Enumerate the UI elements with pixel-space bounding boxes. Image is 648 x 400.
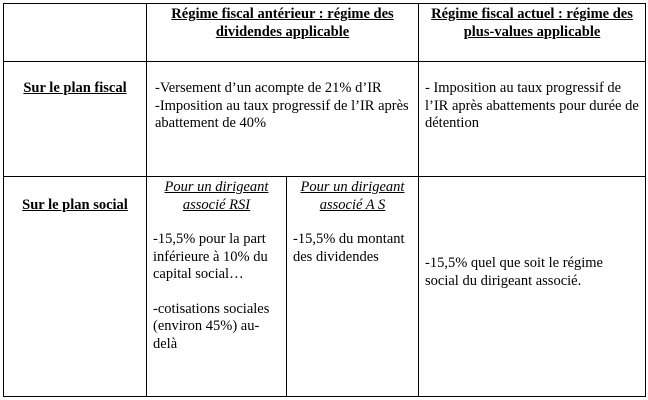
- tax-regime-table: [3, 3, 646, 397]
- social-rsi-heading: Pour un dirigeant associé RSI: [164, 179, 269, 213]
- fiscal-row: [4, 62, 646, 177]
- header-empty-cell: [4, 4, 147, 62]
- social-rsi-line-2: -cotisations sociales (environ 45%) au-delà: [153, 300, 270, 352]
- header-current-regime: Régime fiscal actuel : régime des plus-values applicable: [419, 4, 646, 62]
- social-as-heading: Pour un dirigeant associé A S: [300, 179, 405, 213]
- fiscal-row-label: Sur le plan fiscal: [4, 62, 147, 177]
- fiscal-previous-cell: [147, 62, 419, 177]
- social-rsi-cell: [147, 177, 287, 397]
- fiscal-previous-line-1: -Versement d’un acompte de 21% d’IR: [155, 80, 382, 96]
- social-as-cell: [287, 177, 419, 397]
- social-as-text: -15,5% du montant des dividendes: [293, 231, 405, 265]
- social-row-label: Sur le plan social: [4, 177, 147, 397]
- social-current-cell: -15,5% quel que soit le régime social du dirigeant associé.: [419, 177, 646, 397]
- header-row: [4, 4, 646, 62]
- fiscal-previous-line-2: -Imposition au taux progressif de l’IR après abattement de 40%: [155, 97, 409, 131]
- fiscal-current-cell: - Imposition au taux progressif de l’IR après abattements pour durée de détention: [419, 62, 646, 177]
- header-previous-regime: Régime fiscal antérieur : régime des dividendes applicable: [147, 4, 419, 62]
- social-rsi-line-1: -15,5% pour la part inférieure à 10% du capital social…: [153, 231, 268, 282]
- social-row: [4, 177, 646, 397]
